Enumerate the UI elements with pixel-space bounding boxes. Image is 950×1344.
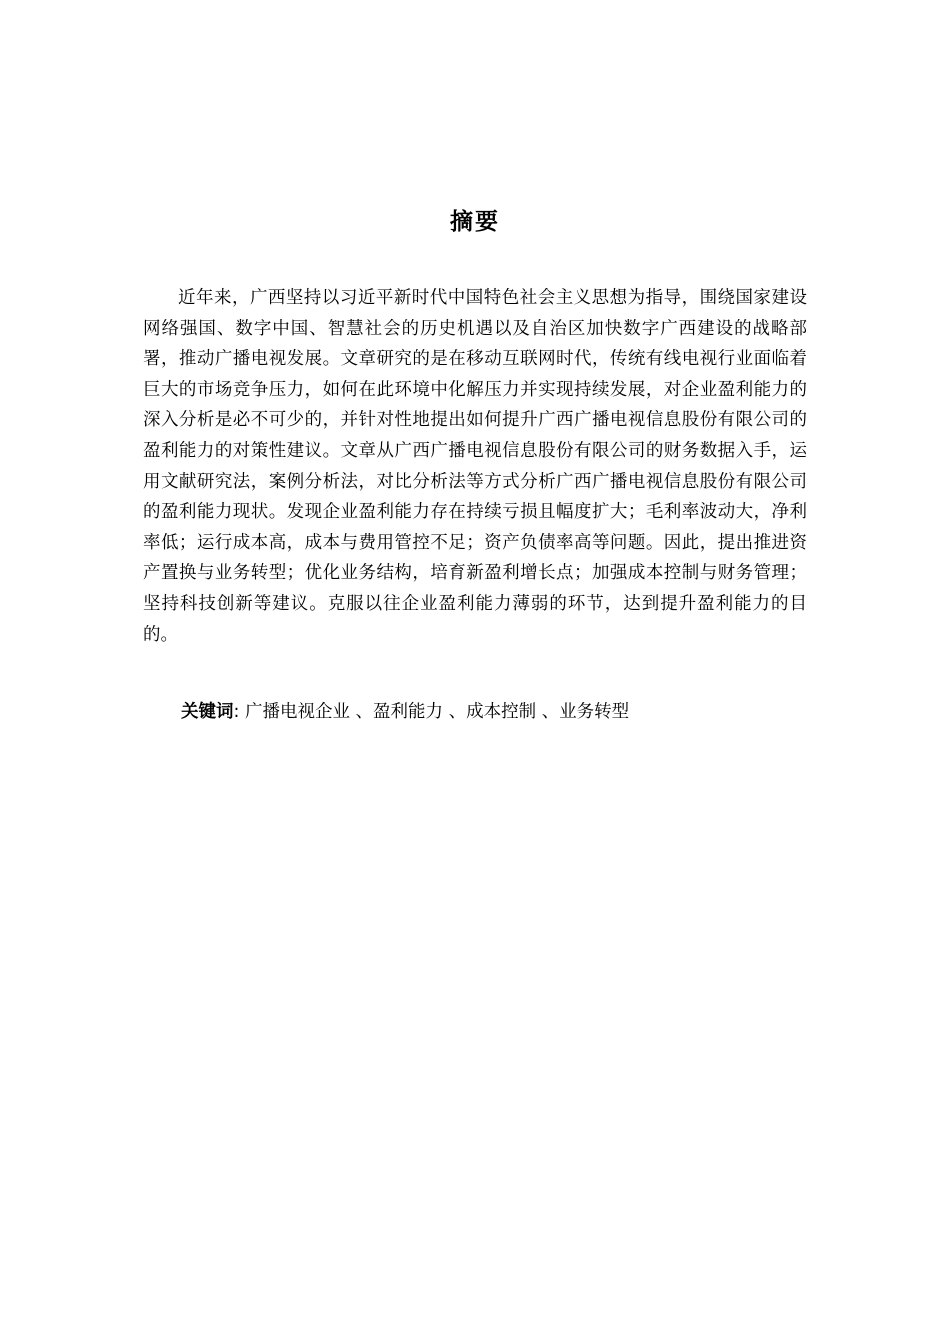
- keywords-list: 广播电视企业 、盈利能力 、成本控制 、业务转型: [244, 702, 630, 722]
- keywords-separator: :: [233, 702, 240, 722]
- keywords-line: [181, 697, 821, 727]
- abstract-paragraph: 近年来，广西坚持以习近平新时代中国特色社会主义思想为指导，围绕国家建设网络强国、数字中国、智慧社会的历史机遇以及自治区加快数字广西建设的战略部署，推动广播电视发展。文章研究的是在移动互联网时代，传统有线电视行业面临着巨大的市场竞争压力，如何在此环境中化解压力并实现持续发展，对企业盈利能力的深入分析是必不可少的，并针对性地提出如何提升广西广播电视信息股份有限公司的盈利能力的对策性建议。文章从广西广播电视信息股份有限公司的财务数据入手，运用文献研究法，案例分析法，对比分析法等方式分析广西广播电视信息股份有限公司的盈利能力现状。发现企业盈利能力存在持续亏损且幅度扩大；毛利率波动大，净利率低；运行成本高，成本与费用管控不足；资产负债率高等问题。因此，提出推进资产置换与业务转型；优化业务结构，培育新盈利增长点；加强成本控制与财务管理；坚持科技创新等建议。克服以往企业盈利能力薄弱的环节，达到提升盈利能力的目的。: [143, 288, 807, 645]
- page-title: 摘要: [450, 209, 500, 235]
- keywords-label: 关键词: [181, 702, 234, 722]
